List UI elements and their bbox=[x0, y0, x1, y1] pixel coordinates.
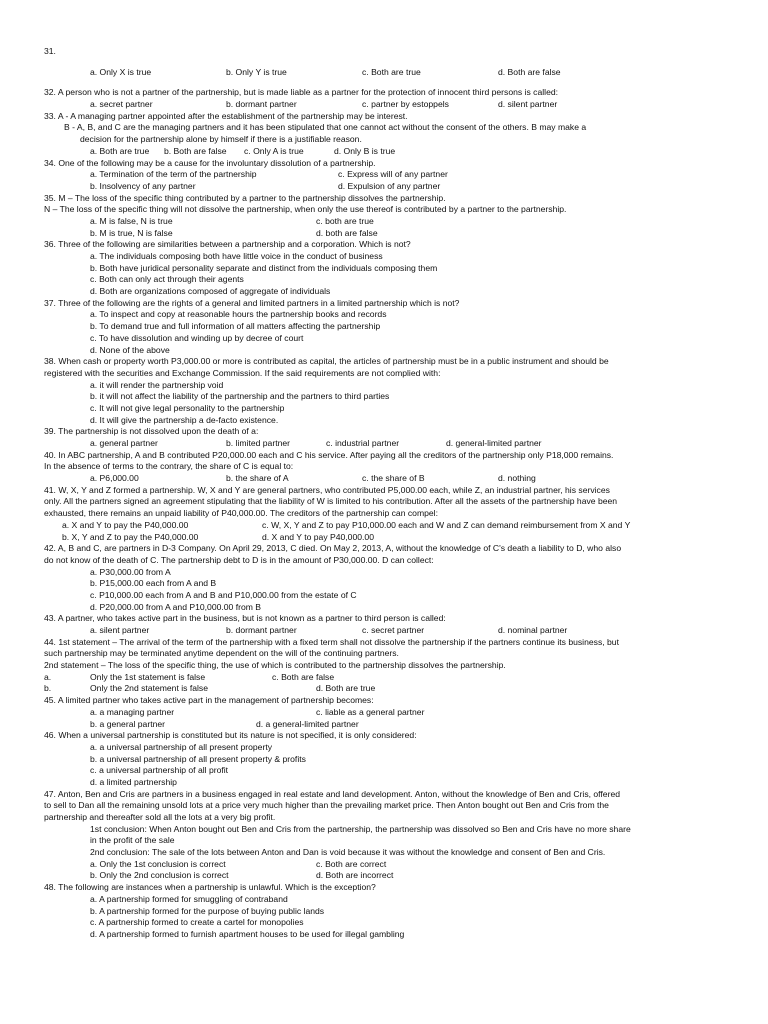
choice-a: a. Only X is true bbox=[90, 66, 152, 77]
question-33-stem-b: B - A, B, and C are the managing partners and it has been stipulated that one cannot act without the consent of the others. B may make a bbox=[64, 122, 587, 133]
choice-b: b. A partnership formed for the purpose of buying public lands bbox=[90, 905, 325, 916]
choice-c: c. P10,000.00 each from A and B and P10,000.00 from the estate of C bbox=[90, 589, 357, 600]
question-41-stem-a: 41. W, X, Y and Z formed a partnership. W, X and Y are general partners, who contributed P5,000.00 each, while Z, an industrial partner, his services bbox=[44, 484, 610, 495]
question-41-choices-row2 bbox=[44, 532, 724, 544]
question-35-stem-m: 35. M – The loss of the specific thing contributed by a partner to the partnership dissolves the partnership. bbox=[44, 192, 446, 203]
choice-a: a. To inspect and copy at reasonable hours the partnership books and records bbox=[90, 309, 387, 320]
question-47-choices-row2 bbox=[44, 870, 724, 882]
choice-d: d. Both are false bbox=[498, 66, 561, 77]
choice-b: b. a general partner bbox=[90, 718, 166, 729]
choice-c: c. industrial partner bbox=[326, 438, 400, 448]
choice-c: c. Both are true bbox=[362, 66, 421, 77]
choice-d: d. a general-limited partner bbox=[256, 718, 359, 729]
question-41-choices-row1 bbox=[44, 520, 724, 532]
question-43-choices bbox=[44, 625, 724, 637]
choice-a-letter: a. bbox=[44, 671, 52, 682]
question-32-choices bbox=[44, 99, 724, 111]
choice-c: c. Both can only act through their agents bbox=[90, 274, 244, 285]
choice-b: b. To demand true and full information of all matters affecting the partnership bbox=[90, 321, 381, 332]
question-34-choices-row2 bbox=[44, 181, 724, 193]
choice-c: c. the share of B bbox=[362, 473, 425, 484]
choice-b: Only the 2nd statement is false bbox=[90, 683, 208, 694]
choice-a: a. P30,000.00 from A bbox=[90, 566, 171, 577]
conclusion-1-cont: in the profit of the sale bbox=[90, 835, 175, 846]
choice-d: d. silent partner bbox=[498, 99, 558, 110]
choice-a: a. Only the 1st conclusion is correct bbox=[90, 858, 226, 869]
choice-b-letter: b. bbox=[44, 683, 52, 694]
question-44-stem-b: such partnership may be terminated anytime dependent on the will of the continuing partners. bbox=[44, 648, 399, 659]
choice-a: a. Termination of the term of the partnership bbox=[90, 169, 257, 180]
choice-a: a. Both are true bbox=[90, 145, 150, 156]
choice-b: b. Only the 2nd conclusion is correct bbox=[90, 870, 229, 881]
choice-b: b. a universal partnership of all present property & profits bbox=[90, 753, 306, 764]
choice-a: a. it will render the partnership void bbox=[90, 379, 224, 390]
question-31-number: 31. bbox=[44, 46, 56, 56]
question-39-stem: 39. The partnership is not dissolved upon the death of a: bbox=[44, 426, 259, 437]
choice-d: d. Both are true bbox=[316, 683, 376, 694]
choice-c: c. A partnership formed to create a cartel for monopolies bbox=[90, 917, 304, 928]
choice-a: a. a universal partnership of all present property bbox=[90, 741, 273, 752]
conclusion-1: 1st conclusion: When Anton bought out Ben and Cris from the partnership, the partnership was dissolved so Ben and Cris have no more share bbox=[90, 823, 631, 834]
question-31-choices bbox=[44, 67, 724, 79]
choice-b: b. P15,000.00 each from A and B bbox=[90, 578, 217, 589]
choice-a: a. a managing partner bbox=[90, 706, 175, 717]
question-42-stem-b: do not know of the death of C. The partnership debt to D is in the amount of P30,000.00. D can collect: bbox=[44, 554, 434, 565]
choice-d: d. both are false bbox=[316, 227, 378, 238]
question-42-stem-a: 42. A, B and C, are partners in D-3 Company. On April 29, 2013, C died. On May 2, 2013, A, without the knowledge of C's death a liability to D, who also bbox=[44, 543, 622, 554]
question-47-stem-b: to sell to Dan all the remaining unsold lots at a price very much higher than the prevailing market price. Then Anton bought out Ben and Cris from the bbox=[44, 800, 609, 811]
conclusion-2: 2nd conclusion: The sale of the lots between Anton and Dan is void because it was without the knowledge and consent of Ben and Cris. bbox=[90, 847, 606, 858]
choice-a: a. M is false, N is true bbox=[90, 215, 173, 226]
choice-b: b. Both have juridical personality separate and distinct from the individuals composing them bbox=[90, 262, 438, 273]
choice-d: d. A partnership formed to furnish apartment houses to be used for illegal gambling bbox=[90, 928, 405, 939]
choice-a: a. secret partner bbox=[90, 99, 153, 110]
choice-d: d. nominal partner bbox=[498, 625, 568, 635]
choice-b: b. the share of A bbox=[226, 473, 289, 484]
choice-d: d. general-limited partner bbox=[446, 438, 542, 448]
question-44-stem-a: 44. 1st statement – The arrival of the term of the partnership with a fixed term shall not dissolve the partnership if the partners continue its business, but bbox=[44, 636, 619, 647]
choice-a: a. P6,000.00 bbox=[90, 473, 139, 484]
choice-d: d. X and Y to pay P40,000.00 bbox=[262, 531, 374, 542]
question-44-choices-row1 bbox=[44, 672, 724, 684]
choice-c: c. secret partner bbox=[362, 625, 425, 635]
choice-c: c. W, X, Y and Z to pay P10,000.00 each and W and Z can demand reimbursement from X and Y bbox=[262, 519, 631, 530]
choice-b: b. X, Y and Z to pay the P40,000.00 bbox=[62, 531, 199, 542]
question-41-stem-b: only. All the partners signed an agreement stipulating that the liability of W is limited to his contribution. After all the assets of the partnership have been bbox=[44, 496, 618, 507]
question-38-stem-b: registered with the securities and Exchange Commission. If the said requirements are not complied with: bbox=[44, 367, 441, 378]
question-41-stem-c: exhausted, there remains an unpaid liability of P40,000.00. The creditors of the partnership can compel: bbox=[44, 508, 438, 519]
question-33-stem-a: 33. A - A managing partner appointed after the establishment of the partnership may be interest. bbox=[44, 110, 408, 121]
choice-c: c. It will not give legal personality to the partnership bbox=[90, 402, 285, 413]
choice-b: b. Both are false bbox=[164, 145, 227, 156]
question-43-stem: 43. A partner, who takes active part in the business, but is not known as a partner to third person is called: bbox=[44, 613, 446, 624]
question-33-choices bbox=[44, 146, 724, 158]
question-40-stem-a: 40. In ABC partnership, A and B contributed P20,000.00 each and C his service. After paying all the creditors of the partnership only P18,000 remains. bbox=[44, 449, 614, 460]
choice-a: a. The individuals composing both have little voice in the conduct of business bbox=[90, 251, 383, 261]
choice-d: d. a limited partnership bbox=[90, 776, 177, 787]
question-37-stem: 37. Three of the following are the rights of a general and limited partners in a limited partnership which is not? bbox=[44, 297, 460, 308]
question-46-stem: 46. When a universal partnership is constituted but its nature is not specified, it is only considered: bbox=[44, 730, 417, 741]
choice-d: d. None of the above bbox=[90, 344, 170, 355]
choice-d: d. Only B is true bbox=[334, 145, 396, 156]
question-33-stem-c: decision for the partnership alone by himself if there is a justifiable reason. bbox=[80, 134, 362, 145]
choice-c: c. both are true bbox=[316, 215, 374, 226]
choice-c: c. a universal partnership of all profit bbox=[90, 765, 229, 776]
question-35-choices-row2 bbox=[44, 228, 724, 240]
choice-b: b. dormant partner bbox=[226, 625, 297, 635]
choice-c: c. Both are false bbox=[272, 671, 335, 682]
choice-c: c. liable as a general partner bbox=[316, 706, 425, 717]
choice-d: d. P20,000.00 from A and P10,000.00 from B bbox=[90, 601, 262, 612]
choice-c: c. Only A is true bbox=[244, 145, 304, 156]
choice-b: b. it will not affect the liability of the partnership and the partners to third parties bbox=[90, 391, 390, 402]
choice-a: a. X and Y to pay the P40,000.00 bbox=[62, 519, 189, 530]
choice-a: a. general partner bbox=[90, 438, 158, 448]
question-38-stem-a: 38. When cash or property worth P3,000.00 or more is contributed as capital, the articles of partnership must be in a public instrument and should be bbox=[44, 356, 609, 367]
question-45-choices-row1 bbox=[44, 707, 724, 719]
question-34-choices-row1 bbox=[44, 169, 724, 181]
question-35-choices-row1 bbox=[44, 216, 724, 228]
question-45-choices-row2 bbox=[44, 719, 724, 731]
question-47-stem-a: 47. Anton, Ben and Cris are partners in a business engaged in real estate and land development. Anton, without the knowledge of Ben and Cris, offered bbox=[44, 788, 621, 799]
exam-page bbox=[44, 46, 724, 941]
choice-a: a. silent partner bbox=[90, 625, 150, 635]
choice-a: Only the 1st statement is false bbox=[90, 671, 206, 682]
question-32-stem: 32. A person who is not a partner of the partnership, but is made liable as a partner for the protection of innocent third persons is called: bbox=[44, 87, 559, 98]
choice-d: d. Both are incorrect bbox=[316, 870, 394, 881]
question-35-stem-n: N – The loss of the specific thing will not dissolve the partnership, when only the use thereof is contributed by a partner to the partnership. bbox=[44, 204, 567, 215]
choice-d: d. It will give the partnership a de-facto existence. bbox=[90, 414, 279, 425]
question-40-stem-b: In the absence of terms to the contrary, the share of C is equal to: bbox=[44, 461, 294, 472]
question-44-choices-row2 bbox=[44, 683, 724, 695]
question-48-stem: 48. The following are instances when a partnership is unlawful. Which is the exception? bbox=[44, 882, 376, 893]
question-44-stem-c: 2nd statement – The loss of the specific thing, the use of which is contributed to the partnership dissolves the partnership. bbox=[44, 660, 506, 671]
choice-b: b. dormant partner bbox=[226, 99, 297, 110]
question-45-stem: 45. A limited partner who takes active part in the management of partnership becomes: bbox=[44, 695, 374, 706]
choice-b: b. Only Y is true bbox=[226, 66, 287, 77]
choice-d: d. Expulsion of any partner bbox=[338, 180, 441, 191]
question-36-stem: 36. Three of the following are similarities between a partnership and a corporation. Which is not? bbox=[44, 239, 411, 250]
choice-b: b. limited partner bbox=[226, 438, 291, 448]
choice-c: c. To have dissolution and winding up by decree of court bbox=[90, 332, 304, 343]
choice-d: d. nothing bbox=[498, 473, 536, 484]
question-40-choices bbox=[44, 473, 724, 485]
question-47-choices-row1 bbox=[44, 859, 724, 871]
choice-c: c. partner by estoppels bbox=[362, 99, 449, 110]
question-47-stem-c: partnership and thereafter sold all the lots at a very big profit. bbox=[44, 812, 276, 822]
question-39-choices bbox=[44, 438, 724, 450]
choice-b: b. Insolvency of any partner bbox=[90, 180, 196, 191]
choice-b: b. M is true, N is false bbox=[90, 227, 173, 238]
choice-d: d. Both are organizations composed of aggregate of individuals bbox=[90, 286, 331, 297]
choice-c: c. Both are correct bbox=[316, 858, 387, 869]
question-34-stem: 34. One of the following may be a cause for the involuntary dissolution of a partnership. bbox=[44, 157, 376, 168]
choice-a: a. A partnership formed for smuggling of contraband bbox=[90, 893, 288, 904]
choice-c: c. Express will of any partner bbox=[338, 169, 448, 180]
